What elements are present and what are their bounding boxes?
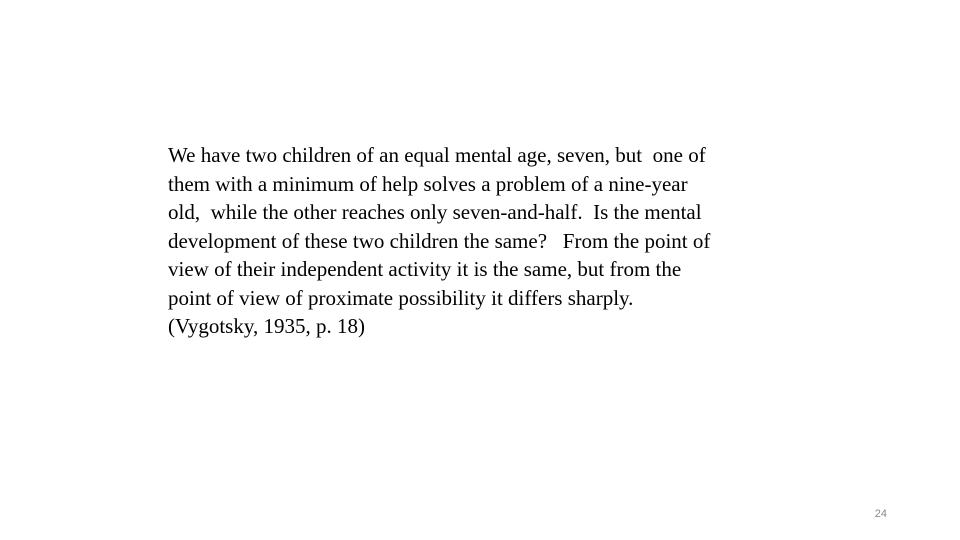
quote-line-2: them with a minimum of help solves a problem of a nine-year — [168, 171, 688, 196]
quote-line-4: development of these two children the same? From the point of — [168, 228, 711, 253]
page-number: 24 — [874, 508, 887, 520]
quote-citation: (Vygotsky, 1935, p. 18) — [168, 314, 365, 338]
quote-line-6: point of view of proximate possibility it differs sharply. — [168, 285, 634, 310]
quote-line-5: view of their independent activity it is the same, but from the — [168, 257, 682, 281]
quote-line-1: We have two children of an equal mental age, seven, but one of — [168, 143, 706, 167]
vygotsky-quote — [168, 141, 808, 341]
quote-line-3: old, while the other reaches only seven-and-half. Is the mental — [168, 200, 702, 224]
